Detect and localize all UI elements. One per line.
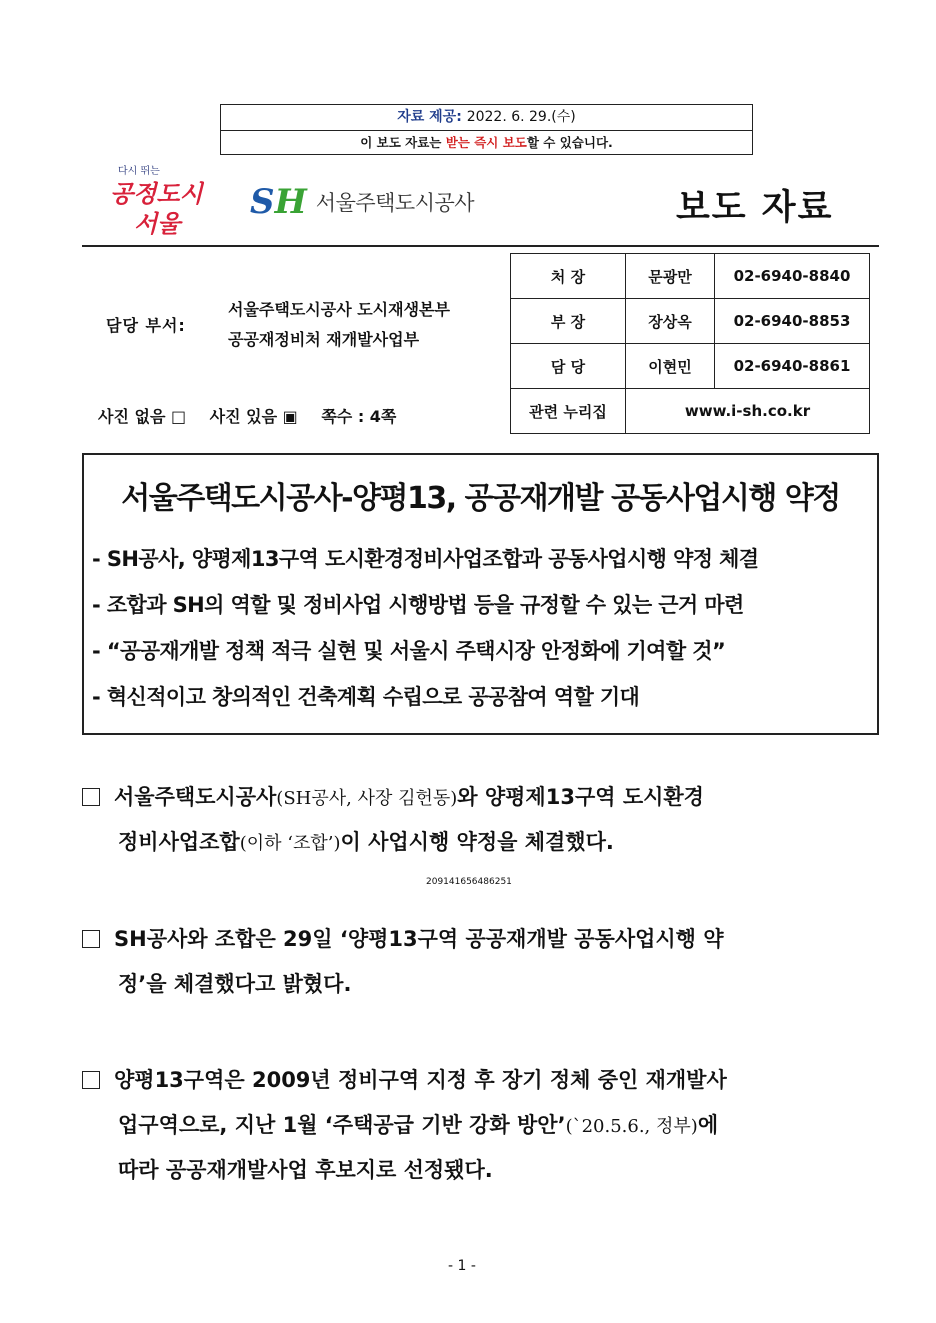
header-divider — [82, 245, 879, 247]
subhead-4: - 혁신적이고 창의적인 건축계획 수립으로 공공참여 역할 기대 — [92, 685, 640, 709]
headline-box — [82, 453, 879, 735]
contact-phone: 02-6940-8840 — [715, 254, 870, 299]
sh-mark-icon: SH — [250, 182, 307, 222]
document-type-title: 보도 자료 — [676, 188, 834, 228]
checkbox-icon — [82, 788, 100, 806]
notice-post: 할 수 있습니다. — [526, 135, 613, 150]
document-number: 209141656486251 — [426, 877, 512, 887]
contact-name: 이현민 — [626, 344, 715, 389]
contact-row — [511, 299, 870, 344]
contact-name: 문광만 — [626, 254, 715, 299]
contact-role: 부 장 — [511, 299, 626, 344]
contact-row — [511, 344, 870, 389]
website-label: 관련 누리집 — [511, 389, 626, 434]
slogan-line1: 다시 뛰는 — [118, 166, 160, 177]
release-label: 자료 제공: — [397, 109, 462, 125]
contact-table — [510, 253, 870, 434]
slogan-line2: 공정도시 — [110, 180, 203, 208]
org-name: 서울주택도시공사 — [315, 191, 475, 215]
notice-highlight: 받는 즉시 보도 — [445, 135, 527, 150]
release-date: 2022. 6. 29.(수) — [466, 109, 576, 125]
website-row — [511, 389, 870, 434]
seoul-slogan-logo — [104, 160, 204, 240]
page-number: - 1 - — [448, 1258, 476, 1274]
department-line2: 공공재정비처 재개발사업부 — [228, 330, 420, 349]
photo-none: 사진 없음 □ — [98, 407, 187, 426]
paragraph-2: SH공사와 조합은 29일 ‘양평13구역 공공재개발 공동사업시행 약 정’을 체결했다고 밝혔다. — [82, 917, 872, 1007]
release-date-row — [221, 105, 752, 131]
department-label: 담당 부서: — [106, 316, 186, 335]
release-info-box — [220, 104, 753, 155]
page-count: 쪽수 : 4쪽 — [321, 407, 397, 426]
slogan-line3: 서울 — [134, 210, 181, 238]
website-url[interactable]: www.i-sh.co.kr — [626, 389, 870, 434]
checkbox-icon — [82, 1071, 100, 1089]
department-line1: 서울주택도시공사 도시재생본부 — [228, 300, 450, 319]
sh-logo — [250, 182, 474, 222]
contact-row — [511, 254, 870, 299]
checkbox-icon — [82, 930, 100, 948]
paragraph-3: 양평13구역은 2009년 정비구역 지정 후 장기 정체 중인 재개발사 업구역으로, 지난 1월 ‘주택공급 기반 강화 방안’(`20.5.6., 정부)에 따라 공공재개발사업 후보지로 선정됐다. — [82, 1058, 872, 1193]
paragraph-1: 서울주택도시공사(SH공사, 사장 김헌동)와 양평제13구역 도시환경 정비사업조합(이하 ‘조합’)이 사업시행 약정을 체결했다. — [82, 775, 872, 865]
subhead-2: - 조합과 SH의 역할 및 정비사업 시행방법 등을 규정할 수 있는 근거 마련 — [92, 593, 744, 617]
subhead-1: - SH공사, 양평제13구역 도시환경정비사업조합과 공동사업시행 약정 체결 — [92, 547, 759, 571]
release-notice-row — [221, 131, 752, 155]
notice-pre: 이 보도 자료는 — [360, 135, 446, 150]
contact-role: 담 당 — [511, 344, 626, 389]
headline: 서울주택도시공사-양평13, 공공재개발 공동사업시행 약정 — [121, 481, 840, 516]
contact-name: 장상옥 — [626, 299, 715, 344]
photo-has: 사진 있음 ▣ — [209, 407, 298, 426]
contact-phone: 02-6940-8853 — [715, 299, 870, 344]
contact-phone: 02-6940-8861 — [715, 344, 870, 389]
subhead-3: - “공공재개발 정책 적극 실현 및 서울시 주택시장 안정화에 기여할 것” — [92, 639, 726, 663]
contact-role: 처 장 — [511, 254, 626, 299]
photo-info-row — [98, 404, 414, 427]
